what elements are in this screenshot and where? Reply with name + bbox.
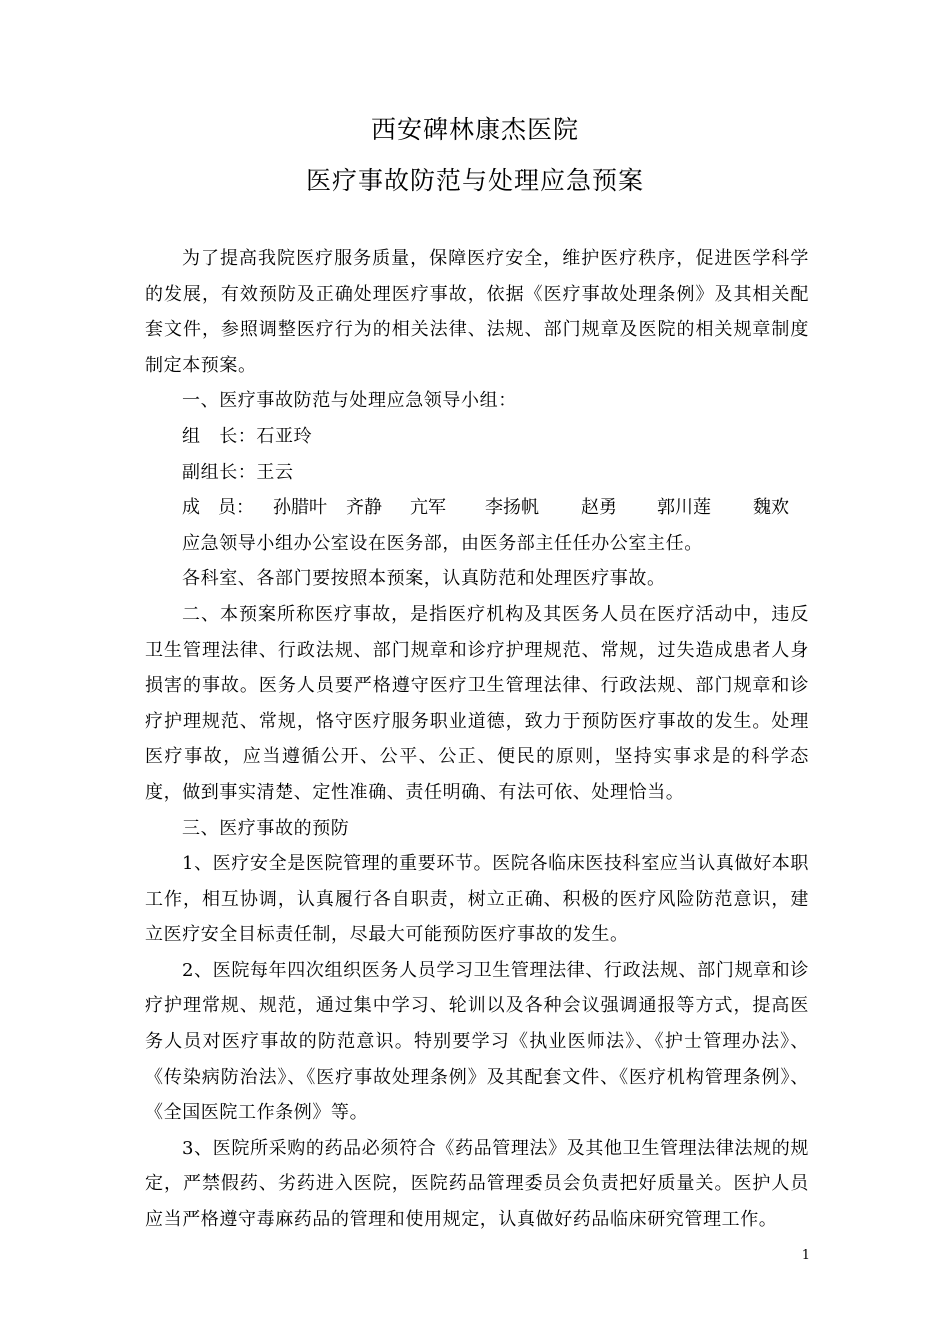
members-label: 成 员：: [182, 497, 254, 519]
section3-heading: 三、医疗事故的预防: [182, 817, 350, 839]
section2-paragraph: 二、本预案所称医疗事故，是指医疗机构及其医务人员在医疗活动中，违反卫生管理法律、行政法规、部门规章和诊疗护理规范、常规，过失造成患者人身损害的事故。医务人员要严格遵守医疗卫生管理法律、行政法规、部门规章和诊疗护理规范、常规，恪守医疗服务职业道德，致力于预防医疗事故的发生。处理医疗事故，应当遵循公开、公平、公正、便民的原则，坚持实事求是的科学态度，做到事实清楚、定性准确、责任明确、有法可依、处理恰当。: [145, 603, 809, 803]
member-name: 魏欢: [753, 497, 789, 519]
deputy-leader-line: 副组长：王云: [182, 461, 294, 483]
member-name: 李扬帆: [485, 497, 539, 519]
document-body: [145, 241, 809, 1238]
member-name: 赵勇: [581, 497, 617, 519]
member-name: 郭川莲: [657, 497, 711, 519]
department-note: 各科室、各部门要按照本预案，认真防范和处理医疗事故。: [182, 568, 666, 590]
item3-paragraph: 3、医院所采购的药品必须符合《药品管理法》及其他卫生管理法律法规的规定，严禁假药、劣药进入医院，医院药品管理委员会负责把好质量关。医护人员应当严格遵守毒麻药品的管理和使用规定，认真做好药品临床研究管理工作。: [145, 1137, 809, 1231]
item2-paragraph: 2、医院每年四次组织医务人员学习卫生管理法律、行政法规、部门规章和诊疗护理常规、规范，通过集中学习、轮训以及各种会议强调通报等方式，提高医务人员对医疗事故的防范意识。特别要学习《执业医师法》、《护士管理办法》、《传染病防治法》、《医疗事故处理条例》及其配套文件、《医疗机构管理条例》、《全国医院工作条例》等。: [145, 959, 809, 1124]
member-name: 亢军: [410, 497, 446, 519]
document-subtitle: 医疗事故防范与处理应急预案: [305, 166, 644, 195]
leader-line: 组 长：石亚玲: [182, 425, 313, 447]
members-line: [145, 490, 809, 526]
document-title: 西安碑林康杰医院: [370, 115, 579, 144]
member-name: 孙腊叶: [273, 497, 327, 519]
section1-heading: 一、医疗事故防范与处理应急领导小组：: [182, 390, 517, 412]
page-number: 1: [801, 1248, 810, 1263]
member-name: 齐静: [346, 497, 382, 519]
item1-paragraph: 1、医疗安全是医院管理的重要环节。医院各临床医技科室应当认真做好本职工作，相互协调，认真履行各自职责，树立正确、积极的医疗风险防范意识，建立医疗安全目标责任制，尽最大可能预防医疗事故的发生。: [145, 853, 809, 946]
intro-paragraph: 为了提高我院医疗服务质量，保障医疗安全，维护医疗秩序，促进医学科学的发展，有效预防及正确处理医疗事故，依据《医疗事故处理条例》及其相关配套文件，参照调整医疗行为的相关法律、法规、部门规章及医院的相关规章制度制定本预案。: [145, 248, 809, 376]
office-note: 应急领导小组办公室设在医务部，由医务部主任任办公室主任。: [182, 532, 703, 554]
